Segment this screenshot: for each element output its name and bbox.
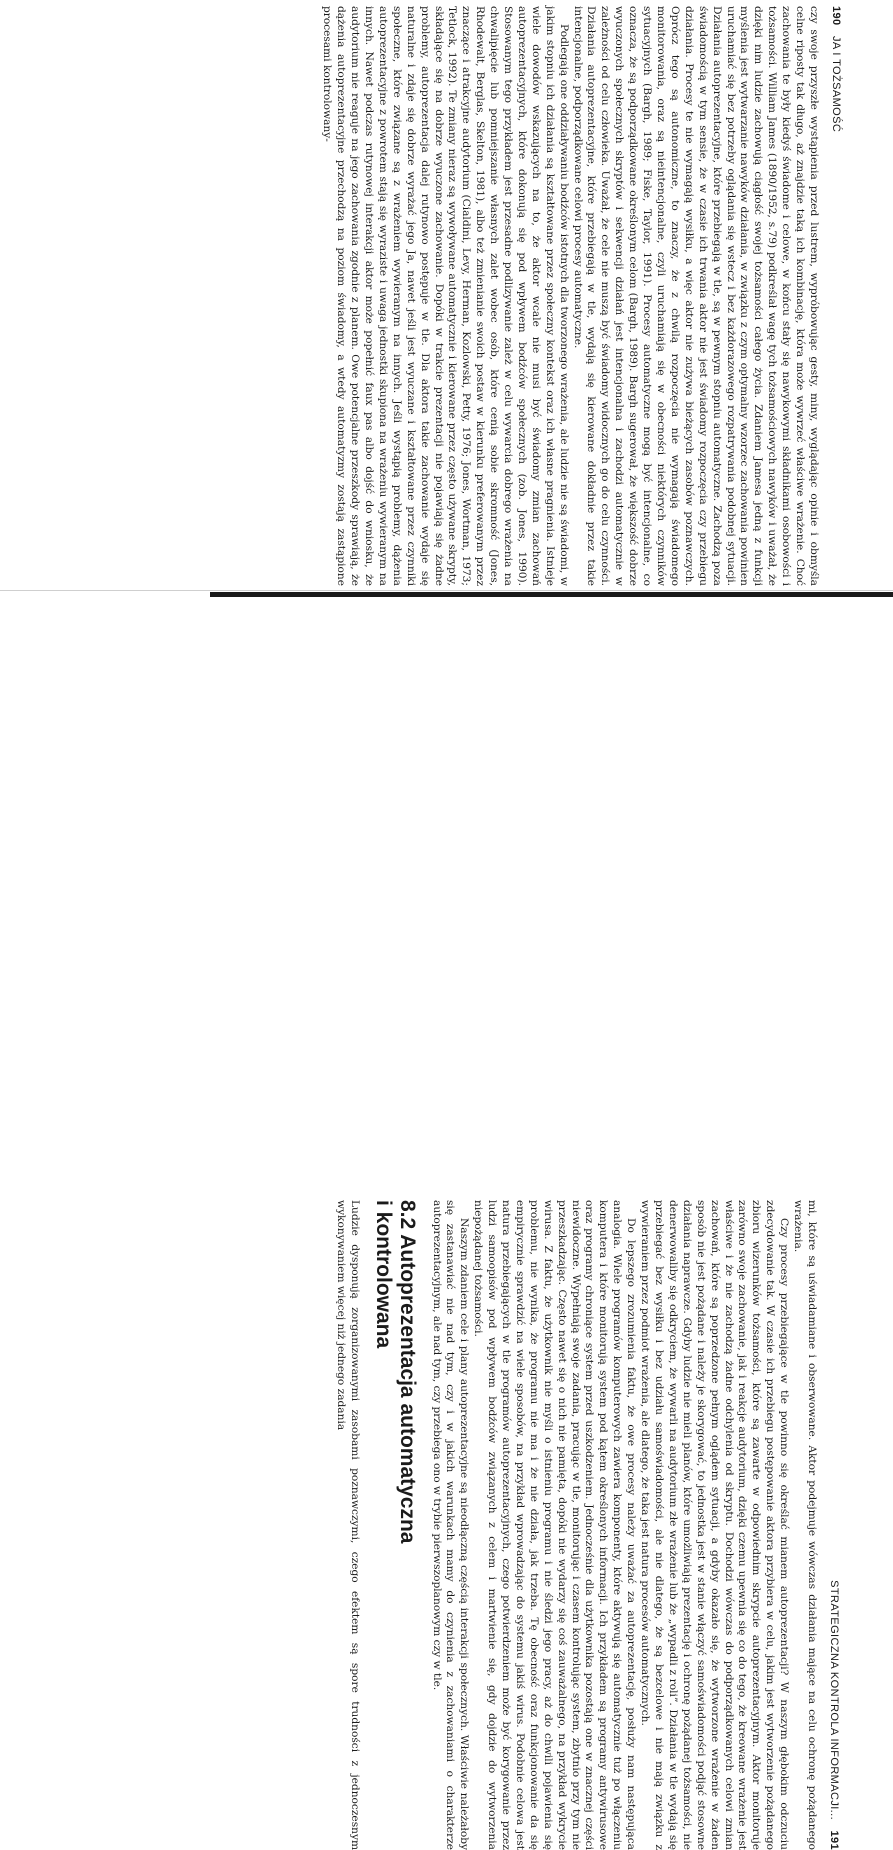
page-190-number: 190 (830, 6, 842, 26)
section-body (333, 1200, 361, 1850)
page-191-paragraph-3: Do lepszego zrozumienia faktu, że owe procesy należy uważać za autoprezentację, posłuży nam następująca analogia. Wiele programów komputerowych zawiera komponenty, które aktywują się automatycznie tuż po włączeniu komputera i które monitorują system pod kątem określonych informacji. Ich przykładem są programy antywirusowe oraz programy chroniące system przed uszkodzeniem. Jednocześnie dla użytkownika pozostają one w znacznej części niewidoczne. Wypełniają swoje zadania, pracując w tle, monitorując i czasem kontrolując system, zbytnio przy tym nie przeszkadzając. Często nawet się o nich nie pamięta, dopóki nie wydarzy się coś zauważalnego, na przykład wykrycie wirusa. Z faktu, że użytkownik nie myśli o istnieniu programu i nie śledzi jego pracy, aż do chwili pojawienia się problemu, nie wynika, że programu nie ma i że nie działa, jak trzeba. Tę obecność oraz funkcjonowanie da się empirycznie sprawdzić na wiele sposobów, na przykład wprowadzając do systemu jakiś wirus. Podobnie celowa jest natura przebiegających w tle programów autoprezentacyjnych, czego potwierdzeniem może być korygowanie przez ludzi samoopisów pod wpływem bodźców związanych z celem i martwienie się, gdy dojdzie do wytworzenia niepożądanej tożsamości. (472, 1200, 638, 1850)
page-191-paragraph-1: mi, które są uświadamiane i obserwowane. Aktor podejmuje wówczas działania mające na celu ochronę pożądanego wrażenia. (792, 1200, 818, 1850)
page-190-region (0, 0, 893, 592)
page-190-body (319, 6, 820, 586)
page-190-paragraph-2: Podlegają one oddziaływaniu bodźców istotnych dla tworzonego wrażenia, ale ludzie nie są świadomi, w jakim stopniu ich działania są kształtowane przez społeczny kontekst oraz ich własne pragnienia. Istnieje wiele dowodów wskazujących na to, że aktor wcale nie musi być świadomy zmian zachowań autoprezentacyjnych, które dokonują się pod wpływem bodźców społecznych (zob. Jones, 1990). Stosowanym tego przykładem jest przesadne podlizywanie zależ w celu wywarcia dobrego wrażenia na chwalipięcie lub pomniejszanie własnych zalet wobec osób, które cenią sobie skromność (Jones, Rhodewalt, Berglas, Skelton, 1981), albo też zmienianie swoich postaw w kierunku preferowanym przez znaczące i atrakcyjne audytorium (Cialdini, Levy, Herman, Kozlowski, Petty, 1976; Jones, Wortman, 1973; Tetlock, 1992). Te zmiany nieraz są wywoływane automatycznie i kierowane przez często używane skrypty, składające się na dobrze wyuczone zachowanie. Dopóki w trakcie prezentacji nie pojawiają się żadne problemy, autoprezentacja dalej rutynowo postępuje w tle. Dla aktora takie zachowanie wydaje się naturalne i zdaje się dobrze wyrażać jego Ja, nawet jeśli jest wyuczane i kształtowane przez czynniki społeczne, które związane są z wrażeniem wywieranym na innych. Jeśli wystąpią problemy, dążenia autoprezentacyjne z powrotem stają się wyraziste i uwaga jednostki skupiona na wrażeniu wywieranym na innych. Nawet podczas rutynowej interakcji aktor może popełnić faux pas albo dojść do wniosku, że audytorium nie reaguje na jego zachowania zgodnie z planem. Owe potencjalne przeszkody sprawiają, że dążenia autoprezentacyjne przechodzą na poziom świadomy, a wtedy automatyzmy zostają zastąpione procesami kontrolowany- (321, 6, 570, 586)
page-191-number: 191 (828, 1830, 840, 1850)
page-191-head-text: STRATEGICZNA KONTROLA INFORMACJI... (828, 1580, 840, 1821)
section-first-paragraph: Ludzie dysponują zorganizowanymi zasobami poznawczymi, czego efektem są spore trudności z jednoczesnym wykonywaniem więcej niż jednego zadania (334, 1200, 361, 1850)
page-191 (45, 1200, 840, 1850)
page-191-header (828, 1200, 840, 1850)
scan-edge-line (0, 590, 893, 591)
section-heading-line-2: i kontrolowana (371, 1200, 395, 1349)
page-190-head-text: JA I TOŻSAMOŚĆ (830, 35, 842, 133)
page-190 (47, 6, 842, 586)
page-191-body (429, 1200, 818, 1850)
page-191-region (0, 596, 893, 1850)
page-190-paragraph-1: czy swoje przyszłe wystąpienia przed lustrem, wypróbowując gesty, miny, wyglądając opinie i obmyśla celne riposty tak długo, aż znajdzie taką ich kombinację, która może wywrzeć właściwe wrażenie. Choć zachowania te były kiedyś świadome i celowe, w końcu stały się nawykowymi składnikami osobowości i tożsamości. William James (1890/1952, s.79) podkreślał wagę tych tożsamościowych nawyków i uważał, że dzięki nim ludzie zachowują ciągłość swojej tożsamości całego życia. Zdaniem Jamesa jedną z funkcji myślenia jest wytwarzanie nawyków działania, w związku z czym optymalny wzorzec zachowania powinien uruchamiać się bez potrzeby oglądania się wstecz i bez każdorazowego rozpatrywania podobnej sytuacji. Działania autoprezentacyjne, które przebiegają w tle, są w pewnym stopniu automatyczne. Zachodzą poza świadomością w tym sensie, że w czasie ich trwania aktor nie jest świadomy rozpoczęcia czy przebiegu działania. Procesy te nie wymagają wysiłku, a więc aktor nie zużywa bieżących zasobów poznawczych. Oprócz tego są autonomiczne, to znaczy, że z chwilą rozpoczęcia nie wymagają świadomego monitorowania, oraz są nieintencjonalne, czyli uruchamiają się w obecności niektórych czynników sytuacyjnych (Bargh, 1989; Fiske, Taylor, 1991). Procesy automatyczne mogą być intencjonalne, co oznacza, że są podporządkowane określonym celom (Bargh, 1989). Bargh sugerował, że większość dobrze wyuczonych społecznych skryptów i sekwencji działań jest intencjonalna i zachodzi automatycznie w zależności od celu człowieka. Uważał, że cele nie muszą być świadomy widocznych go do celu czynności. Działania autoprezentacyjne, które przebiegają w tle, wydają się kierowane dokładnie przez takie intencjonalne, podporządkowane celowi procesy automatyczne. (571, 6, 820, 586)
section-heading (371, 1200, 419, 1850)
page-191-running-head (828, 1580, 840, 1850)
section-heading-line-1: 8.2 Autoprezentacja automatyczna (395, 1200, 419, 1544)
page-191-paragraph-4: Naszym zdaniem cele i plany autoprezentacyjne są nieodłączną częścią interakcji społecznych. Właściwie należałoby się zastanawiać nie nad tym, czy i w jakich warunkach mamy do czynienia z zachowaniami o charakterze autoprezentacyjnym, ale nad tym, czy przebiega ono w trybie pierwszoplanowym czy w tle. (430, 1200, 471, 1850)
page-190-header (830, 6, 842, 586)
page-191-paragraph-2: Czy procesy przebiegające w tle powinno się określać mianem autoprezentacji? W naszym głębokim odczuciu zdecydowanie tak. W czasie ich przebiegu postępowanie aktora przybiera w celu, jakim jest wytworzenie pożądanego zbioru wizerunków tożsamości, które są zawarte w odpowiednim skrypcie autoprezentacyjnym. Aktor monitoruje zarówno swoje zachowanie, jak i reakcje audytorium, dzięki czemu upewnia się co do tego, że kreowane wrażenie jest właściwe i że nie zachodzą żadne odchylenia od skryptu. Dochodzi wówczas do podporządkowanych celowi zmian zachowań, które są poprzedzone pełnym oglądem sytuacji, a gdyby okazało się, że wytworzone wrażenie w żaden sposób nie jest pożądane i należy je skorygować, to jednostka jest w stanie włączyć samoświadomości podjąć stosowne działania naprawcze. Gdyby ludzie nie mieli planów, które umożliwiają prezentację i ochronę pożądanej tożsamości, nie denerwowaliby się odkryciem, że wywarli na audytorium złe wrażenie lub że „wypadli z roli”. Działania w tle wydają się przebiegać bez wysiłku i bez udziału samoświadomości, ale nie dlatego, że są bezcelowe i nie mają związku z wywieraniem przez podmiot wrażenia, ale dlatego, że taka jest natura procesów automatycznych. (639, 1200, 791, 1850)
page-190-running-head (830, 6, 842, 132)
